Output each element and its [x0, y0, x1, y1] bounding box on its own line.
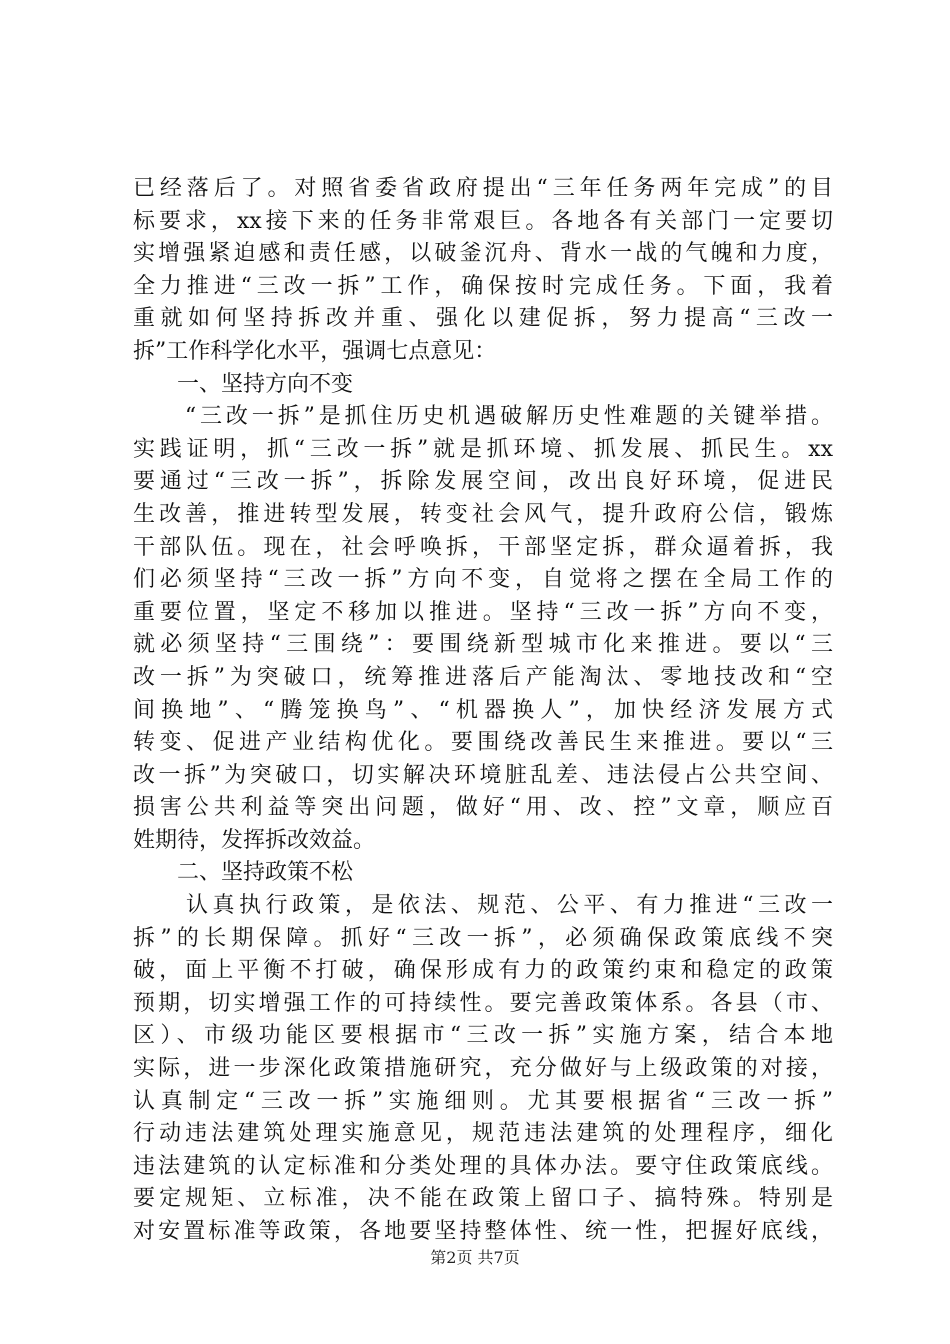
body-text-line: 违法建筑的认定标准和分类处理的具体办法。要守住政策底线。: [133, 1153, 833, 1179]
body-text-line: 间换地”、“腾笼换鸟”、“机器换人”，加快经济发展方式: [133, 697, 833, 723]
body-text-line: 重要位置，坚定不移加以推进。坚持“三改一拆”方向不变，: [133, 599, 833, 625]
body-text-line: 全力推进“三改一拆”工作，确保按时完成任务。下面，我着: [133, 273, 833, 299]
body-text-line: 拆”工作科学化水平，强调七点意见：: [133, 338, 497, 364]
body-text-line: 已经落后了。对照省委省政府提出“三年任务两年完成”的目: [133, 176, 833, 201]
body-text-line: 认真执行政策，是依法、规范、公平、有力推进“三改一: [133, 893, 833, 919]
body-text-line: 就必须坚持“三围绕”：要围绕新型城市化来推进。要以“三: [133, 632, 833, 658]
body-text-line: 行动违法建筑处理实施意见，规范违法建筑的处理程序，细化: [133, 1121, 833, 1147]
body-text-line: 标要求，xx接下来的任务非常艰巨。各地各有关部门一定要切: [133, 208, 833, 234]
page-footer: [0, 1245, 950, 1268]
body-text-line: 干部队伍。现在，社会呼唤拆，干部坚定拆，群众逼着拆，我: [133, 534, 833, 560]
body-text-line: 区）、市级功能区要根据市“三改一拆”实施方案，结合本地: [133, 1023, 833, 1049]
body-text-line: 转变、促进产业结构优化。要围绕改善民生来推进。要以“三: [133, 730, 833, 756]
body-text-line: 生改善，推进转型发展，转变社会风气，提升政府公信，锻炼: [133, 501, 833, 527]
body-text-line: 实际，进一步深化政策措施研究，充分做好与上级政策的对接，: [133, 1056, 833, 1082]
body-text-line: 拆”的长期保障。抓好“三改一拆”，必须确保政策底线不突: [133, 925, 833, 951]
section-heading: 一、坚持方向不变: [133, 371, 354, 397]
body-text-line: 预期，切实增强工作的可持续性。要完善政策体系。各县（市、: [133, 990, 833, 1016]
page-number-label: 第2页 共7页: [430, 1248, 520, 1267]
document-body: [133, 173, 833, 1249]
body-text-line: 对安置标准等政策，各地要坚持整体性、统一性，把握好底线，: [133, 1219, 833, 1244]
body-text-line: 实增强紧迫感和责任感，以破釜沉舟、背水一战的气魄和力度，: [133, 241, 833, 267]
body-text-line: 破，面上平衡不打破，确保形成有力的政策约束和稳定的政策: [133, 958, 833, 984]
body-text-line: 改一拆”为突破口，统筹推进落后产能淘汰、零地技改和“空: [133, 664, 833, 690]
body-text-line: 实践证明，抓“三改一拆”就是抓环境、抓发展、抓民生。xx: [133, 436, 833, 462]
body-text-line: 要通过“三改一拆”，拆除发展空间，改出良好环境，促进民: [133, 469, 833, 495]
section-heading: 二、坚持政策不松: [133, 860, 354, 886]
body-text-line: 重就如何坚持拆改并重、强化以建促拆，努力提高“三改一: [133, 306, 833, 332]
body-text-line: 认真制定“三改一拆”实施细则。尤其要根据省“三改一拆”: [133, 1088, 833, 1114]
body-text-line: 损害公共利益等突出问题，做好“用、改、控”文章，顺应百: [133, 795, 833, 821]
body-text-line: “三改一拆”是抓住历史机遇破解历史性难题的关键举措。: [133, 404, 833, 430]
body-text-line: 改一拆”为突破口，切实解决环境脏乱差、违法侵占公共空间、: [133, 762, 833, 788]
body-text-line: 们必须坚持“三改一拆”方向不变，自觉将之摆在全局工作的: [133, 567, 833, 593]
body-text-line: 要定规矩、立标准，决不能在政策上留口子、搞特殊。特别是: [133, 1186, 833, 1212]
body-text-line: 姓期待，发挥拆改效益。: [133, 827, 376, 853]
